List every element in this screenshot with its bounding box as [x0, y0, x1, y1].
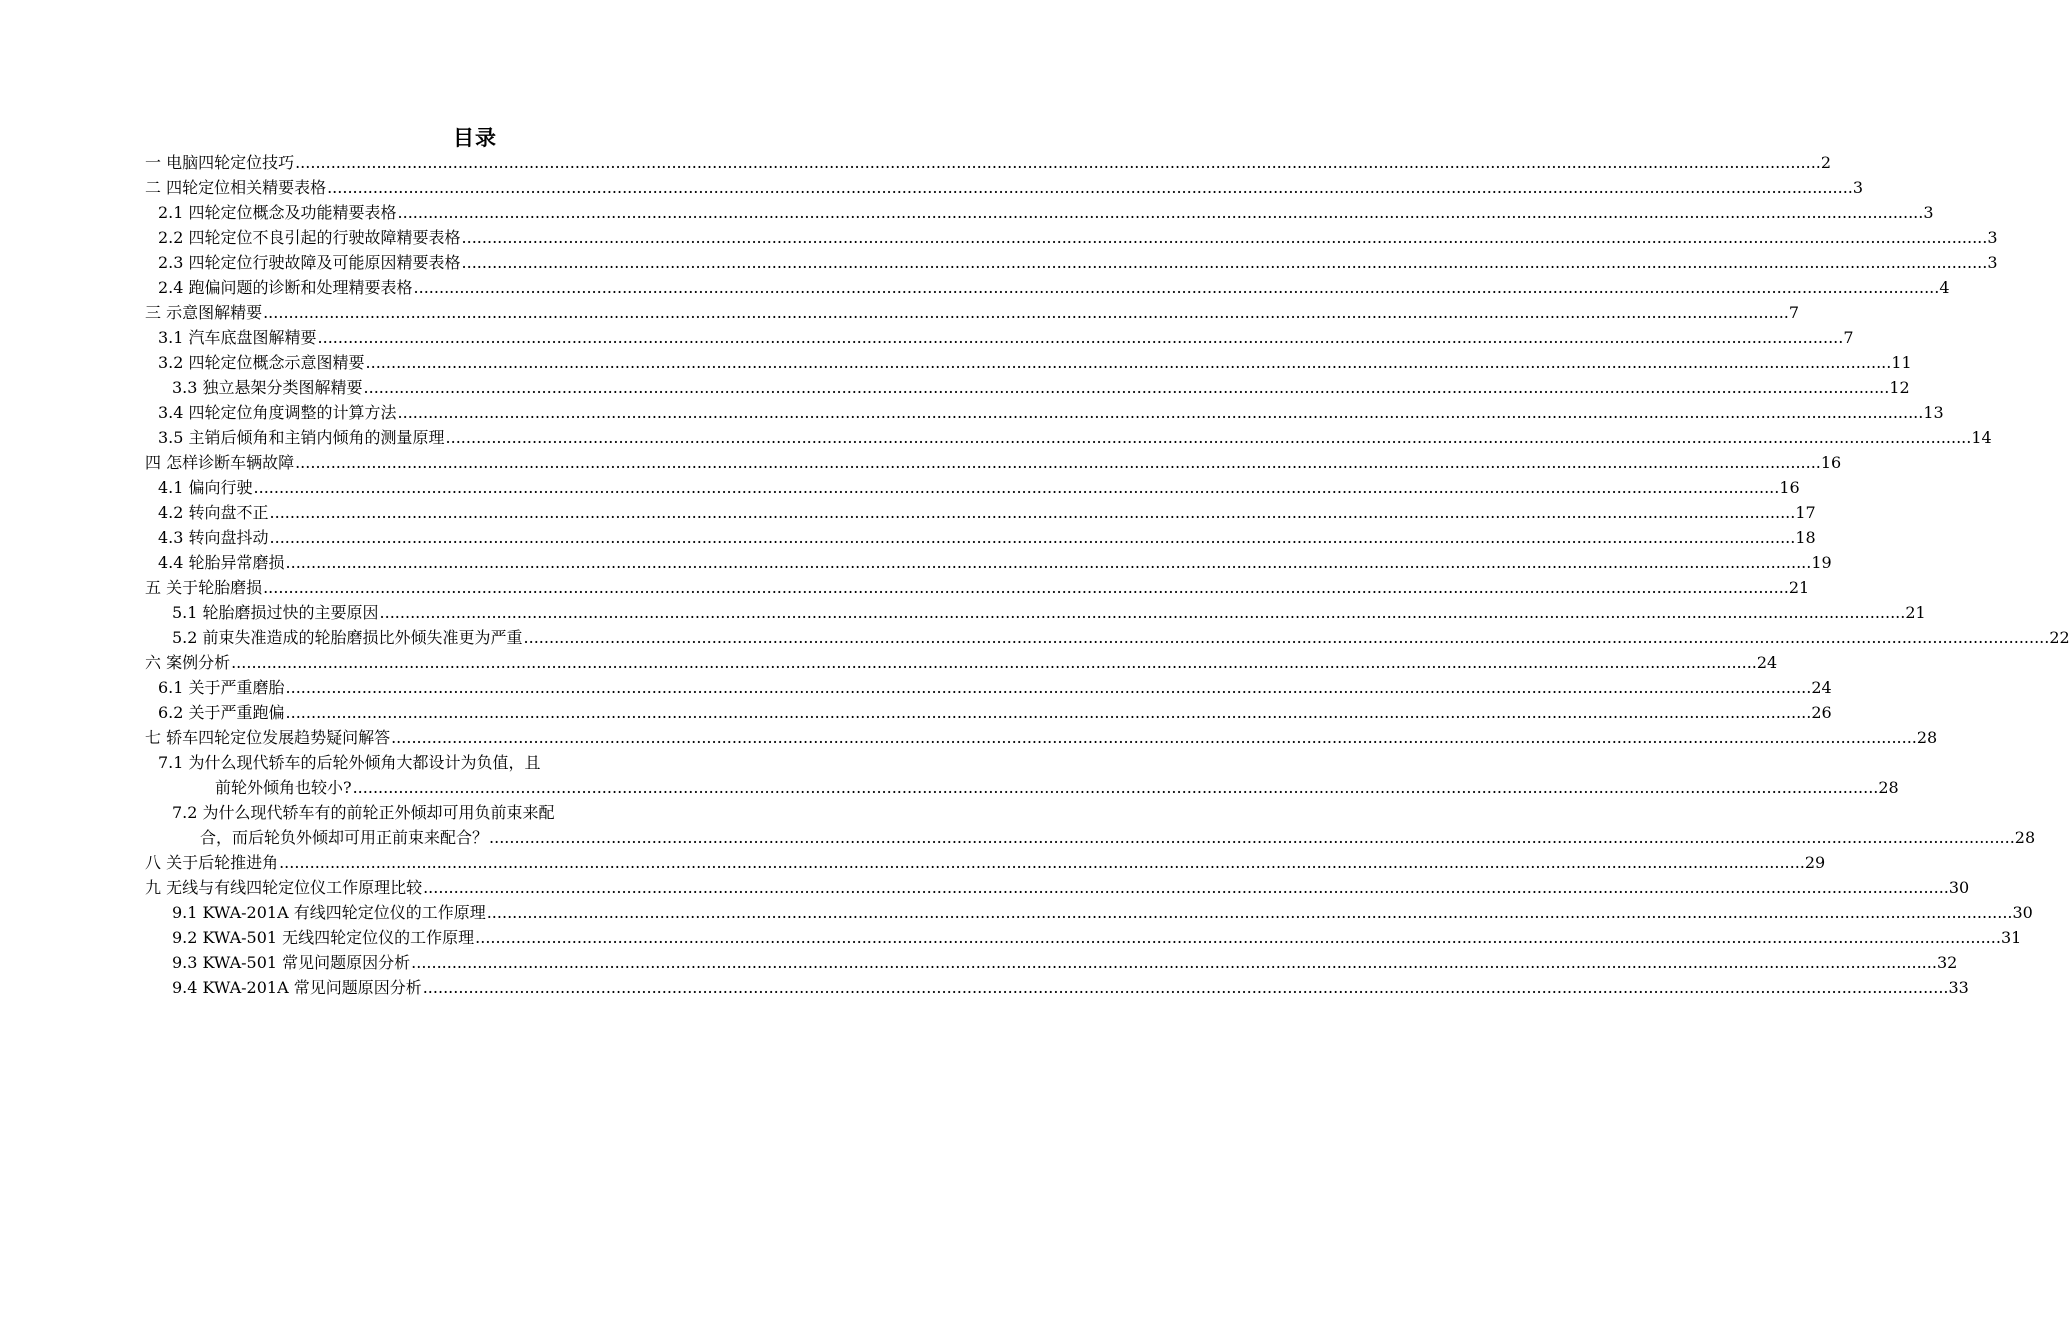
toc-entry[interactable]: [158, 350, 1912, 375]
toc-entry[interactable]: [158, 250, 1998, 275]
toc-leader-dots: ............................................................................................................................................................................................................................................................................................................: [422, 978, 1949, 997]
toc-leader-dots: ............................................................................................................................................................................................................................................................................................................: [397, 203, 1924, 222]
toc-leader-dots: ............................................................................................................................................................................................................................................................................................................: [269, 528, 1796, 547]
toc-leader-dots: ............................................................................................................................................................................................................................................................................................................: [391, 728, 1917, 747]
toc-entry[interactable]: [215, 775, 1899, 800]
toc-entry[interactable]: [158, 500, 1816, 525]
toc-entry-label: 3.4 四轮定位角度调整的计算方法: [158, 403, 397, 422]
toc-leader-dots: ............................................................................................................................................................................................................................................................................................................: [263, 303, 1789, 322]
toc-entry-page-number: 29: [1804, 853, 1826, 872]
toc-entry[interactable]: [145, 150, 1832, 175]
toc-entry-label: 前轮外倾角也较小?: [215, 778, 352, 797]
toc-entry-page-number: 3: [1987, 228, 1998, 247]
toc-entry-page-number: 33: [1948, 978, 1969, 997]
toc-entry[interactable]: [158, 700, 1832, 725]
toc-entry[interactable]: [145, 850, 1826, 875]
toc-entry-label: 五 关于轮胎磨损: [145, 578, 263, 597]
toc-entry[interactable]: [158, 550, 1832, 575]
toc-entry-label: 3.1 汽车底盘图解精要: [158, 328, 317, 347]
toc-leader-dots: ............................................................................................................................................................................................................................................................................................................: [317, 328, 1844, 347]
toc-entry-page-number: 24: [1756, 653, 1778, 672]
toc-entry-page-number: 19: [1811, 553, 1832, 572]
toc-leader-dots: ............................................................................................................................................................................................................................................................................................................: [352, 778, 1879, 797]
toc-entry-label: 6.1 关于严重磨胎: [158, 678, 285, 697]
toc-entry-page-number: 21: [1905, 603, 1926, 622]
toc-entry[interactable]: [172, 925, 2022, 950]
toc-entry-page-number: 28: [1878, 778, 1899, 797]
toc-entry-label: 2.4 跑偏问题的诊断和处理精要表格: [158, 278, 413, 297]
toc-entry-page-number: 3: [1852, 178, 1864, 197]
toc-leader-dots: ............................................................................................................................................................................................................................................................................................................: [397, 403, 1924, 422]
toc-leader-dots: ............................................................................................................................................................................................................................................................................................................: [263, 578, 1789, 597]
toc-entry[interactable]: [145, 575, 1810, 600]
toc-entry[interactable]: [172, 975, 1969, 1000]
toc-leader-dots: ............................................................................................................................................................................................................................................................................................................: [279, 853, 1805, 872]
toc-entry-label: 4.3 转向盘抖动: [158, 528, 269, 547]
toc-entry-page-number: 7: [1843, 328, 1854, 347]
toc-entry-label: 4.4 轮胎异常磨损: [158, 553, 285, 572]
toc-entry-label: 3.5 主销后倾角和主销内倾角的测量原理: [158, 428, 445, 447]
toc-leader-dots: ............................................................................................................................................................................................................................................................................................................: [295, 453, 1821, 472]
toc-entry[interactable]: [145, 175, 1864, 200]
toc-entry-label: 2.3 四轮定位行驶故障及可能原因精要表格: [158, 253, 461, 272]
toc-entry-label: 5.1 轮胎磨损过快的主要原因: [172, 603, 379, 622]
toc-entry[interactable]: [172, 950, 1958, 975]
toc-leader-dots: ............................................................................................................................................................................................................................................................................................................: [253, 478, 1780, 497]
toc-entry-label: 9.2 KWA-501 无线四轮定位仪的工作原理: [172, 928, 475, 947]
toc-title: 目录: [453, 125, 497, 150]
toc-leader-dots: ............................................................................................................................................................................................................................................................................................................: [327, 178, 1853, 197]
toc-entry-label: 二 四轮定位相关精要表格: [145, 178, 327, 197]
toc-leader-dots: ............................................................................................................................................................................................................................................................................................................: [489, 828, 2015, 847]
toc-entry-label: 4.2 转向盘不正: [158, 503, 269, 522]
toc-entry-label: 5.2 前束失准造成的轮胎磨损比外倾失准更为严重: [172, 628, 523, 647]
toc-entry-page-number: 31: [2000, 928, 2022, 947]
toc-entry-page-number: 17: [1795, 503, 1816, 522]
toc-leader-dots: ............................................................................................................................................................................................................................................................................................................: [285, 553, 1812, 572]
toc-entry-label: 7.1 为什么现代轿车的后轮外倾角大都设计为负值，且: [158, 753, 541, 772]
toc-leader-dots: ............................................................................................................................................................................................................................................................................................................: [423, 878, 1949, 897]
toc-entry-label: 9.3 KWA-501 常见问题原因分析: [172, 953, 411, 972]
toc-leader-dots: ............................................................................................................................................................................................................................................................................................................: [413, 278, 1940, 297]
toc-entry-page-number: 22: [2049, 628, 2070, 647]
toc-entry[interactable]: [172, 375, 1910, 400]
toc-entry-page-number: 30: [1948, 878, 1970, 897]
toc-entry[interactable]: [145, 725, 1938, 750]
toc-entry[interactable]: [158, 325, 1854, 350]
toc-entry-page-number: 11: [1891, 353, 1912, 372]
toc-leader-dots: ............................................................................................................................................................................................................................................................................................................: [363, 378, 1890, 397]
toc-entry-page-number: 2: [1820, 153, 1832, 172]
toc-leader-dots: ............................................................................................................................................................................................................................................................................................................: [285, 703, 1812, 722]
toc-entry-label: 7.2 为什么现代轿车有的前轮正外倾却可用负前束来配: [172, 803, 555, 822]
toc-entry[interactable]: [158, 400, 1944, 425]
toc-entry-label: 九 无线与有线四轮定位仪工作原理比较: [145, 878, 423, 897]
toc-entry-page-number: 18: [1795, 528, 1816, 547]
toc-entry-page-number: 4: [1939, 278, 1950, 297]
toc-leader-dots: ............................................................................................................................................................................................................................................................................................................: [231, 653, 1757, 672]
toc-leader-dots: ............................................................................................................................................................................................................................................................................................................: [365, 353, 1892, 372]
toc-leader-dots: ............................................................................................................................................................................................................................................................................................................: [461, 253, 1988, 272]
toc-entry-page-number: 16: [1820, 453, 1842, 472]
toc-entry[interactable]: [158, 275, 1950, 300]
toc-entry-page-number: 26: [1811, 703, 1832, 722]
toc-entry-label: 3.2 四轮定位概念示意图精要: [158, 353, 365, 372]
toc-entry[interactable]: [158, 225, 1998, 250]
toc-entry-label: 六 案例分析: [145, 653, 231, 672]
toc-leader-dots: ............................................................................................................................................................................................................................................................................................................: [295, 153, 1821, 172]
toc-entry[interactable]: [172, 600, 1926, 625]
toc-leader-dots: ............................................................................................................................................................................................................................................................................................................: [379, 603, 1906, 622]
toc-entry[interactable]: [158, 525, 1816, 550]
toc-entry[interactable]: [158, 200, 1934, 225]
toc-leader-dots: ............................................................................................................................................................................................................................................................................................................: [285, 678, 1812, 697]
toc-entry-page-number: 16: [1779, 478, 1800, 497]
toc-leader-dots: ............................................................................................................................................................................................................................................................................................................: [475, 928, 2001, 947]
toc-entry-page-number: 30: [2012, 903, 2033, 922]
toc-entry[interactable]: [158, 675, 1832, 700]
toc-entry-page-number: 3: [1987, 253, 1998, 272]
toc-entry[interactable]: [158, 475, 1800, 500]
toc-entry-label: 2.1 四轮定位概念及功能精要表格: [158, 203, 397, 222]
toc-leader-dots: ............................................................................................................................................................................................................................................................................................................: [461, 228, 1988, 247]
toc-entry-page-number: 12: [1889, 378, 1910, 397]
toc-entry-page-number: 7: [1788, 303, 1800, 322]
toc-entry-page-number: 28: [2014, 828, 2036, 847]
toc-entry[interactable]: [172, 625, 2070, 650]
toc-leader-dots: ............................................................................................................................................................................................................................................................................................................: [411, 953, 1937, 972]
toc-entry[interactable]: [145, 300, 1800, 325]
toc-entry-label: 三 示意图解精要: [145, 303, 263, 322]
toc-entry-label: 9.4 KWA-201A 常见问题原因分析: [172, 978, 422, 997]
toc-leader-dots: ............................................................................................................................................................................................................................................................................................................: [445, 428, 1972, 447]
toc-entry-page-number: 28: [1916, 728, 1938, 747]
toc-entry-label: 2.2 四轮定位不良引起的行驶故障精要表格: [158, 228, 461, 247]
toc-entry[interactable]: [172, 900, 2033, 925]
toc-entry-page-number: 21: [1788, 578, 1810, 597]
toc-leader-dots: ............................................................................................................................................................................................................................................................................................................: [523, 628, 2050, 647]
toc-entry[interactable]: [145, 450, 1842, 475]
toc-entry-label: 6.2 关于严重跑偏: [158, 703, 285, 722]
toc-entry[interactable]: [158, 750, 541, 775]
toc-entry-page-number: 24: [1811, 678, 1832, 697]
toc-entry[interactable]: [145, 650, 1778, 675]
toc-entry-label: 八 关于后轮推进角: [145, 853, 279, 872]
toc-entry-label: 9.1 KWA-201A 有线四轮定位仪的工作原理: [172, 903, 486, 922]
toc-leader-dots: ............................................................................................................................................................................................................................................................................................................: [486, 903, 2013, 922]
toc-entry-page-number: 13: [1923, 403, 1944, 422]
toc-entry-label: 4.1 偏向行驶: [158, 478, 253, 497]
toc-entry[interactable]: [172, 800, 555, 825]
toc-entry-label: 四 怎样诊断车辆故障: [145, 453, 295, 472]
toc-entry[interactable]: [158, 425, 1992, 450]
toc-entry-page-number: 14: [1971, 428, 1992, 447]
toc-entry-page-number: 32: [1936, 953, 1958, 972]
toc-entry[interactable]: [200, 825, 2036, 850]
toc-leader-dots: ............................................................................................................................................................................................................................................................................................................: [269, 503, 1796, 522]
toc-entry-label: 一 电脑四轮定位技巧: [145, 153, 295, 172]
toc-entry-label: 合，而后轮负外倾却可用正前束来配合？: [200, 828, 489, 847]
toc-entry-page-number: 3: [1923, 203, 1934, 222]
toc-entry-label: 七 轿车四轮定位发展趋势疑问解答: [145, 728, 391, 747]
toc-entry[interactable]: [145, 875, 1970, 900]
toc-entry-label: 3.3 独立悬架分类图解精要: [172, 378, 363, 397]
